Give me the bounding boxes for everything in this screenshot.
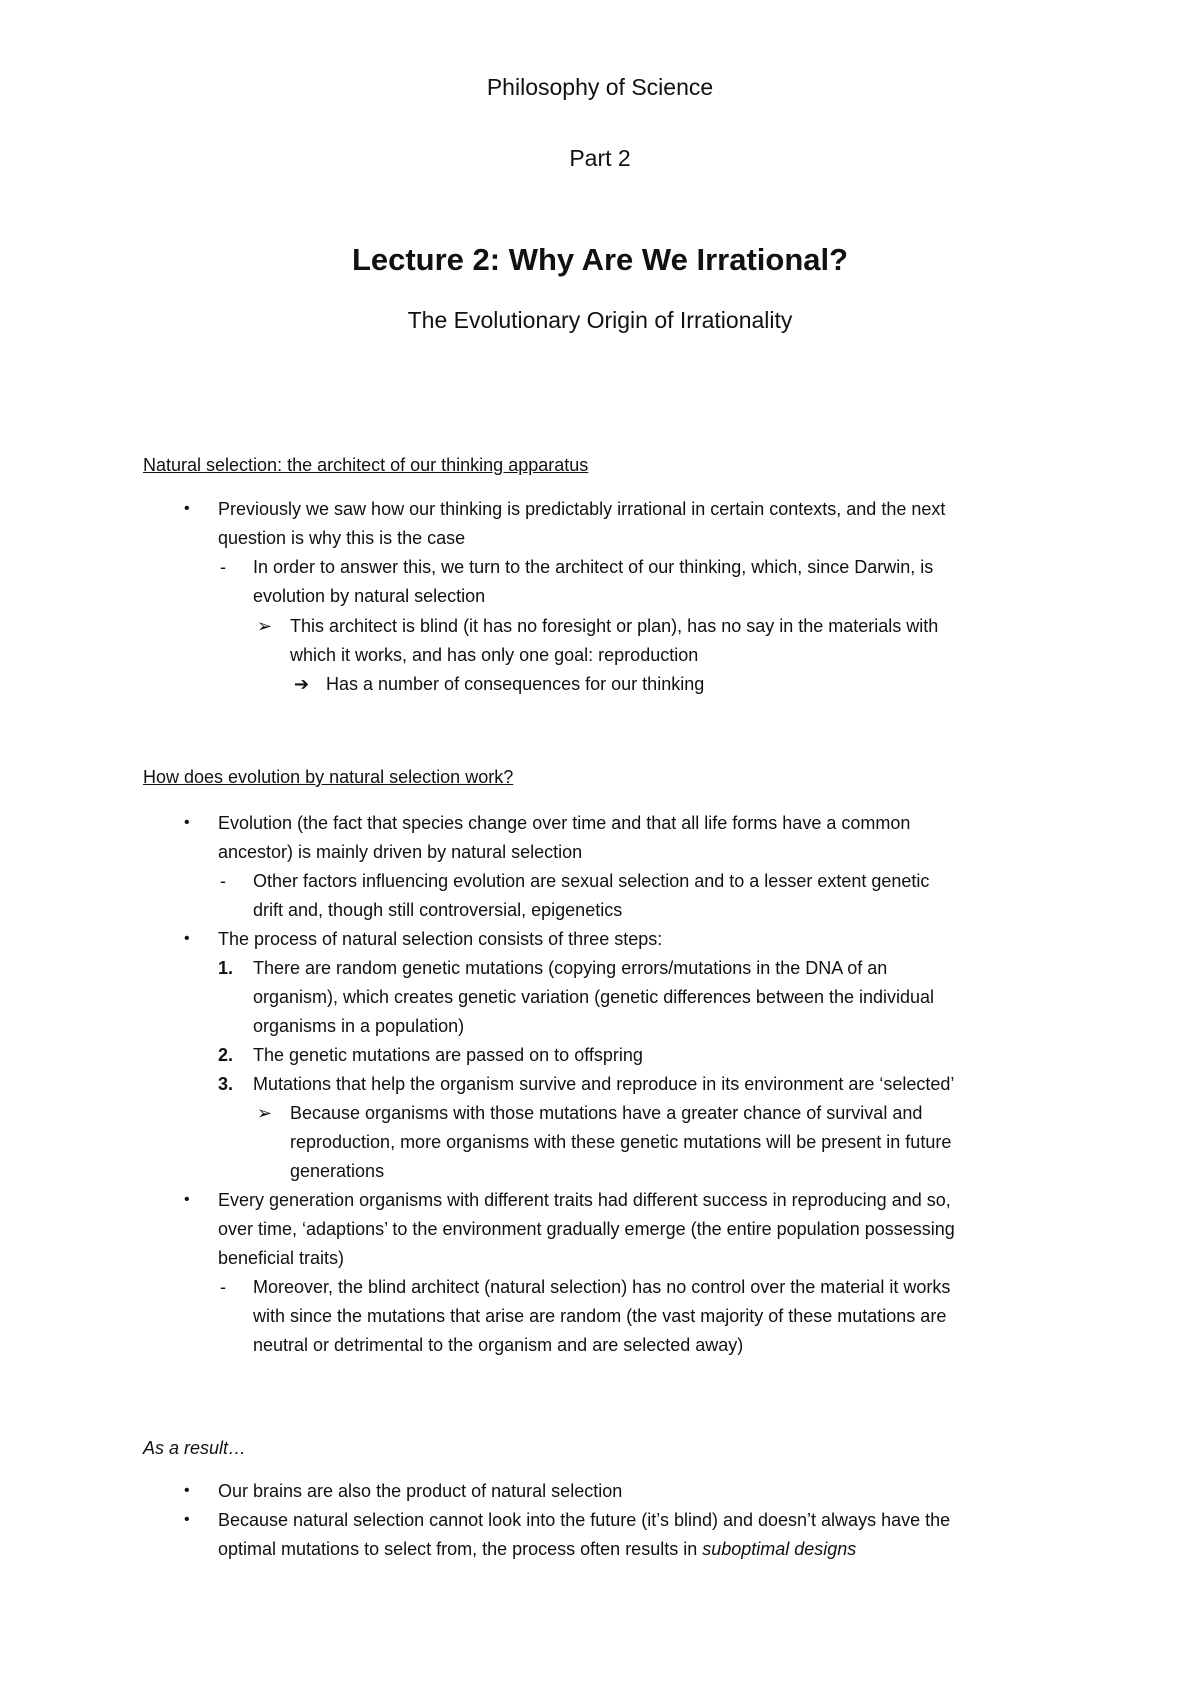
list-item-line: Because organisms with those mutations have a greater chance of survival and (290, 1103, 923, 1123)
section-heading-as-a-result: As a result… (143, 1438, 247, 1458)
list-item-line: Previously we saw how our thinking is predictably irrational in certain contexts, and the next (218, 499, 946, 519)
list-item-line: Because natural selection cannot look into the future (it’s blind) and doesn’t always have the (218, 1510, 951, 1530)
list-item-line: Mutations that help the organism survive and reproduce in its environment are ‘selected’ (253, 1074, 955, 1094)
list-item-line: Our brains are also the product of natural selection (218, 1481, 623, 1501)
list-item-line: Other factors influencing evolution are sexual selection and to a lesser extent genetic (253, 871, 930, 891)
dash-icon: - (220, 557, 226, 577)
bullet-icon: • (184, 930, 190, 947)
list-item-line: over time, ‘adaptions’ to the environment gradually emerge (the entire population possessing (218, 1219, 955, 1239)
list-item-line: which it works, and has only one goal: reproduction (290, 645, 699, 665)
step-number: 1. (218, 958, 234, 978)
list-item-line: evolution by natural selection (253, 586, 486, 606)
dash-icon: - (220, 1277, 226, 1297)
list-item-line: question is why this is the case (218, 528, 466, 548)
bullet-icon: • (184, 1191, 190, 1208)
bullet-icon: • (184, 1511, 190, 1528)
section-heading-natural-selection: Natural selection: the architect of our thinking apparatus (143, 455, 589, 475)
list-item-line (218, 1537, 856, 1561)
list-item-line: beneficial traits) (218, 1248, 345, 1268)
list-item-line: neutral or detrimental to the organism and are selected away) (253, 1335, 744, 1355)
list-item-line: This architect is blind (it has no foresight or plan), has no say in the materials with (290, 616, 939, 636)
list-item-line: The process of natural selection consists of three steps: (218, 929, 663, 949)
bullet-icon: • (184, 500, 190, 517)
lecture-subtitle: The Evolutionary Origin of Irrationality (407, 307, 793, 333)
dash-icon: - (220, 871, 226, 891)
bullet-icon: • (184, 814, 190, 831)
list-item-line: The genetic mutations are passed on to offspring (253, 1045, 643, 1065)
lecture-title: Lecture 2: Why Are We Irrational? (351, 242, 849, 277)
list-item-line: organisms in a population) (253, 1016, 465, 1036)
list-item-line: In order to answer this, we turn to the architect of our thinking, which, since Darwin, is (253, 557, 934, 577)
list-item-line: with since the mutations that arise are random (the vast majority of these mutations are (253, 1306, 947, 1326)
arrow-icon: ➔ (294, 674, 310, 694)
list-item-line: organism), which creates genetic variation (genetic differences between the individual (253, 987, 935, 1007)
step-number: 3. (218, 1074, 234, 1094)
list-item-line: Every generation organisms with different traits had different success in reproducing and so, (218, 1190, 951, 1210)
emphasis-text: suboptimal designs (702, 1539, 857, 1559)
arrowhead-icon: ➢ (257, 616, 273, 636)
list-item-line: Evolution (the fact that species change over time and that all life forms have a common (218, 813, 911, 833)
list-item-line: generations (290, 1161, 385, 1181)
part-label: Part 2 (569, 145, 631, 171)
arrowhead-icon: ➢ (257, 1103, 273, 1123)
list-item-line: There are random genetic mutations (copying errors/mutations in the DNA of an (253, 958, 888, 978)
list-item-line: ancestor) is mainly driven by natural selection (218, 842, 583, 862)
bullet-icon: • (184, 1482, 190, 1499)
list-item-line: Has a number of consequences for our thinking (326, 674, 705, 694)
list-item-line: Moreover, the blind architect (natural selection) has no control over the material it works (253, 1277, 951, 1297)
list-item-line: reproduction, more organisms with these genetic mutations will be present in future (290, 1132, 952, 1152)
step-number: 2. (218, 1045, 234, 1065)
list-item-line: drift and, though still controversial, epigenetics (253, 900, 623, 920)
section-heading-how-evolution-works: How does evolution by natural selection work? (143, 767, 514, 787)
course-title: Philosophy of Science (486, 74, 714, 100)
list-item-text: optimal mutations to select from, the process often results in (218, 1539, 703, 1559)
